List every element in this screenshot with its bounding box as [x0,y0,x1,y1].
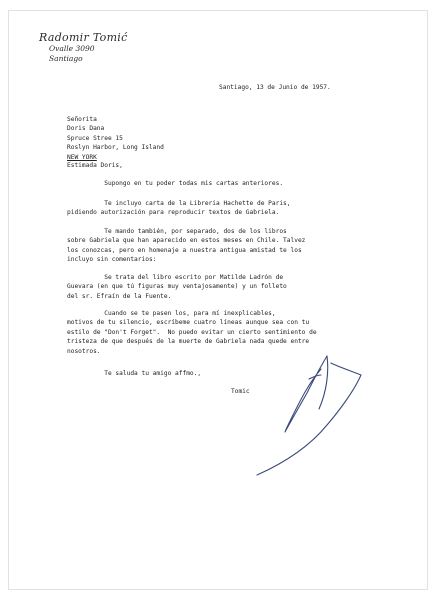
paragraph-line: Se trata del libro escrito por Matilde Ladrón de [67,274,284,281]
paragraph-line: incluyo sin comentarios: [67,256,157,264]
letterhead-address: Ovalle 3090 [49,44,95,53]
salutation: Estimada Doris, [67,162,123,169]
recipient-line: Doris Dana [67,125,105,133]
paragraph-line: estilo de "Don't Forget". No puedo evitar un cierto sentimiento de [67,328,317,336]
paragraph-line: los conozcas, pero en homenaje a nuestra antigua amistad te los [67,246,302,254]
paragraph-line: sobre Gabriela que han aparecido en estos meses en Chile. Talvez [67,237,306,245]
letterhead-name: Radomir Tomić [39,31,128,44]
paragraph-line: Te mando también, por separado, dos de los libros [67,228,287,235]
recipient-city: NEW YORK [67,153,97,161]
letter-page [8,10,428,590]
recipient-line: Roslyn Harbor, Long Island [67,144,164,152]
closing: Te saluda tu amigo affmo., [67,370,202,377]
paragraph-line: del sr. Efraín de la Fuente. [67,292,172,300]
letter-date: Santiago, 13 de Junio de 1957. [219,84,331,91]
recipient-line: Señorita [67,116,97,123]
paragraph-line: Guevara (en que tú figuras muy ventajosamente) y un folleto [67,283,287,291]
paragraph-line: motivos de tu silencio, escríbeme cuatro líneas aunque sea con tu [67,319,310,327]
paragraph-line: Cuando se te pasen los, para mí inexplicables, [67,310,276,317]
paragraph-line: tristeza de que después de la muerte de Gabriela nada quede entre [67,338,310,346]
paragraph-1: Supongo en tu poder todas mis cartas anteriores. [67,180,284,187]
recipient-line: Spruce Stree 15 [67,134,123,142]
typed-signature: Tomic [231,388,250,395]
paragraph-line: nosotros. [67,347,101,355]
paragraph-line: pidiendo autorización para reproducir textos de Gabriela. [67,209,280,217]
handwritten-signature [9,11,427,589]
paragraph-line: Te incluyo carta de la Libreria Hachette de Paris, [67,200,291,207]
letterhead-city: Santiago [49,54,83,63]
